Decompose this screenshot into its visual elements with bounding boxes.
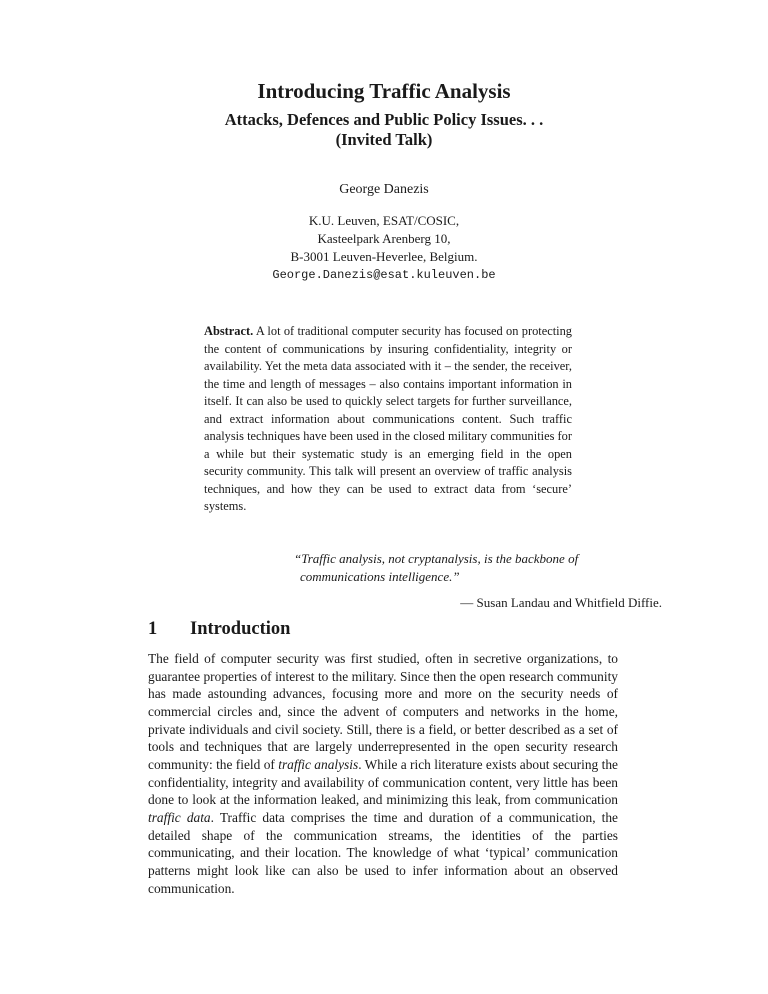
- body-emphasis-traffic-analysis: traffic analysis: [278, 756, 359, 772]
- paper-title: Introducing Traffic Analysis: [257, 79, 511, 103]
- abstract-text: A lot of traditional computer security has focused on protecting the content of communications by insuring confidentiality, integrity or availability. Yet the meta data associated with it – the sender, the receiver, the time and length of messages – also contains important information in itself. It can also be used to quickly select targets for further surveillance, and extract information about communications content. Such traffic analysis techniques have been used in the closed military communities for a while but their systematic study is an emerging field in the open security community. This talk will present an overview of traffic analysis techniques, and how they can be used to extract data from ‘secure’ systems.: [204, 324, 572, 513]
- body-text-part-1: The field of computer security was first studied, often in secretive organizations, to guarantee properties of interest to the military. Since then the open research community has made astounding advances, focusing more and more on the security needs of commercial circles and, since the advent of computers and networks in the home, private individuals and civil society. Still, there is a field, or better described as a set of tools and techniques that are largely underrepresented in the open security research community: the field of: [148, 651, 618, 772]
- abstract: [204, 323, 572, 516]
- author-name: George Danezis: [339, 182, 429, 197]
- paper-subtitle: [0, 110, 768, 150]
- epigraph: [294, 550, 662, 612]
- section-number: 1: [148, 619, 158, 639]
- author-affiliation: [0, 212, 768, 284]
- section-heading: [148, 617, 290, 641]
- affiliation-line-2: Kasteelpark Arenberg 10,: [317, 231, 451, 246]
- subtitle-line-2: (Invited Talk): [335, 130, 433, 149]
- affiliation-line-3: B-3001 Leuven-Heverlee, Belgium.: [290, 249, 478, 264]
- epigraph-quote: “Traffic analysis, not cryptanalysis, is the backbone of communications intelligence.”: [294, 551, 579, 584]
- subtitle-line-1: Attacks, Defences and Public Policy Issues. . .: [224, 110, 544, 129]
- body-emphasis-traffic-data: traffic data: [148, 809, 211, 825]
- affiliation-line-1: K.U. Leuven, ESAT/COSIC,: [308, 213, 460, 228]
- body-text-part-3: . Traffic data comprises the time and duration of a communication, the detailed shape of the communication streams, the identities of the parties communicating, and their location. The knowledge of what ‘typical’ communication patterns might look like can also be used to infer information about an observed communication.: [148, 809, 619, 896]
- section-title: Introduction: [190, 619, 291, 639]
- epigraph-attribution: — Susan Landau and Whitfield Diffie.: [460, 595, 662, 610]
- abstract-label: Abstract.: [204, 324, 254, 338]
- introduction-paragraph: [148, 650, 618, 897]
- author-email: George.Danezis@esat.kuleuven.be: [272, 268, 496, 282]
- body-text-part-2: . While a rich literature exists about securing the confidentiality, integrity and availability of communication content, very little has been done to look at the information leaked, and minimizing this leak, from communication: [148, 756, 618, 808]
